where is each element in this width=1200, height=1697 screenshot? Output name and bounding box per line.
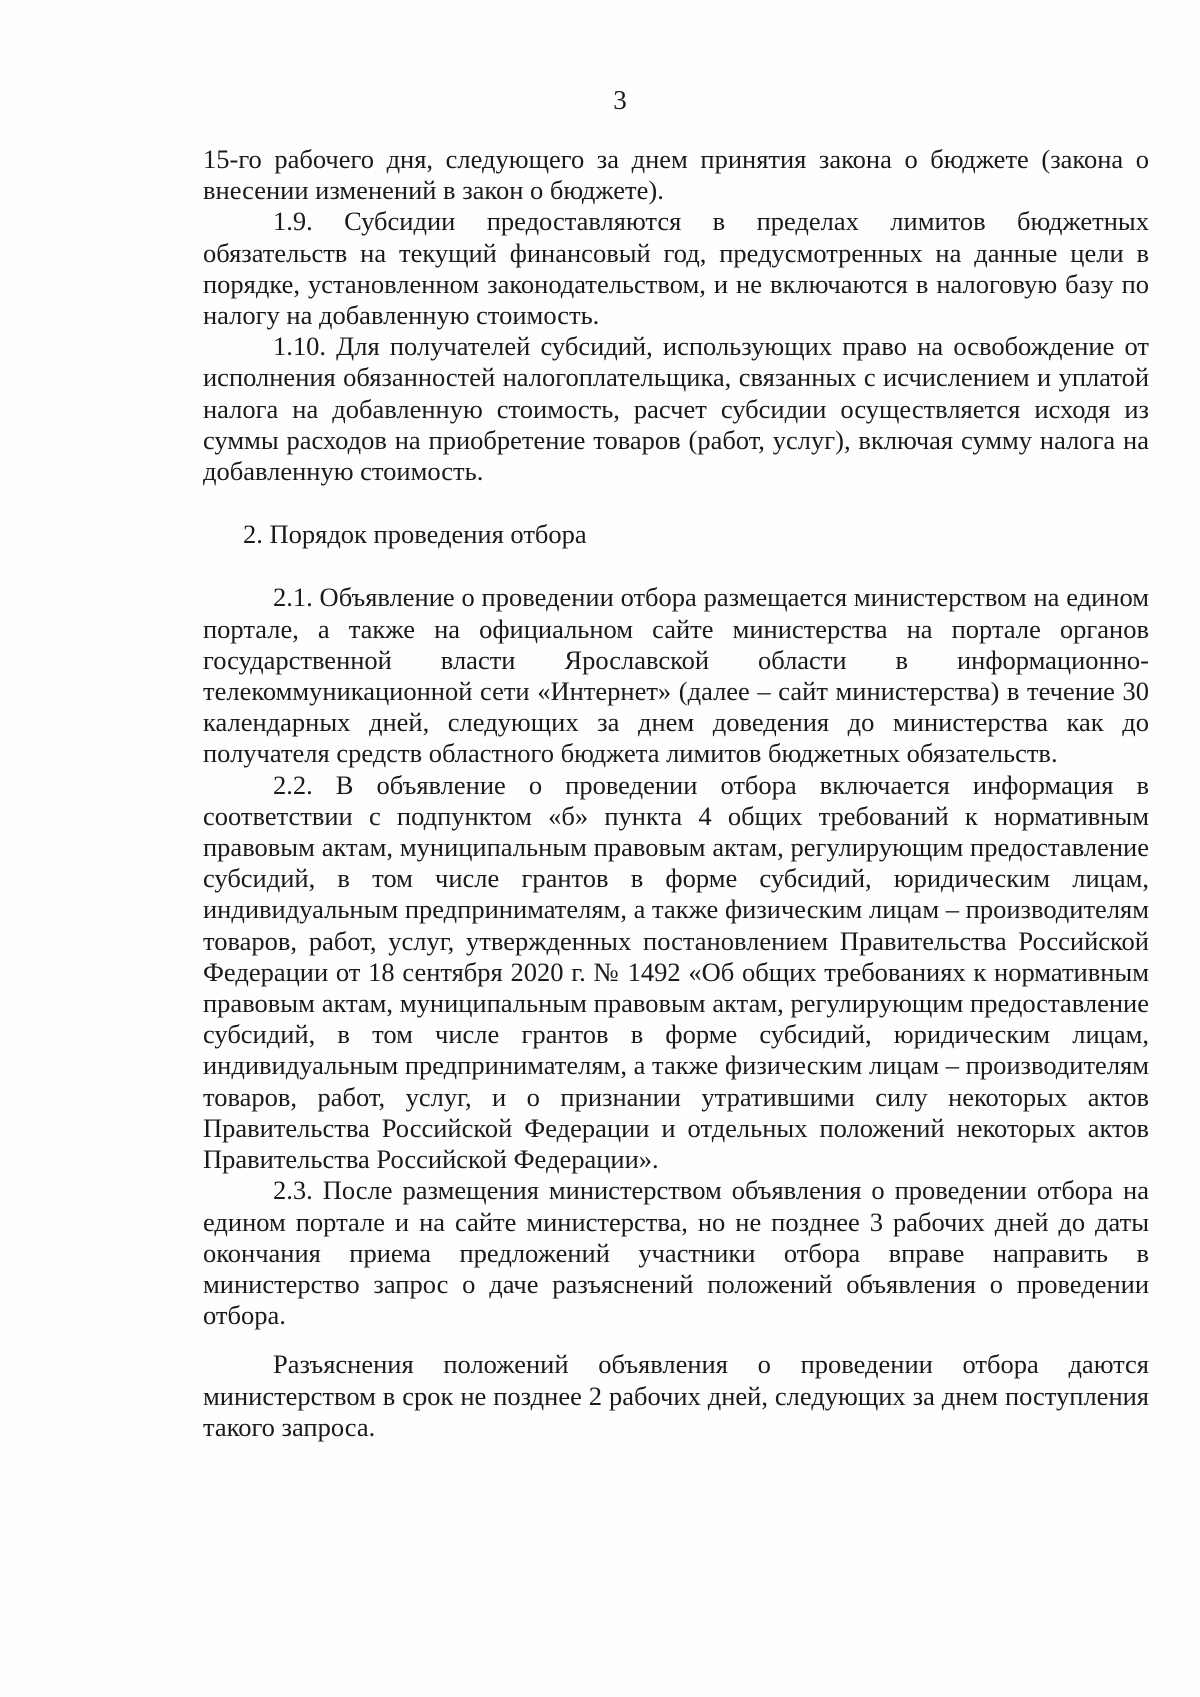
section-2-heading: 2. Порядок проведения отбора <box>243 519 587 550</box>
paragraph-1-10: 1.10. Для получателей субсидий, использующих право на освобождение от исполнения обязанностей налогоплательщика, связанных с исчислением и уплатой налога на добавленную стоимость, расчет субсидии осуществляется исходя из суммы расходов на приобретение товаров (работ, услуг), включая сумму налога на добавленную стоимость. <box>203 331 1149 487</box>
paragraph-2-2: 2.2. В объявление о проведении отбора включается информация в соответствии с подпунктом «б» пункта 4 общих требований к нормативным правовым актам, муниципальным правовым актам, регулирующим предоставление субсидий, в том числе грантов в форме субсидий, юридическим лицам, индивидуальным предпринимателям, а также физическим лицам – производителям товаров, работ, услуг, утвержденных постановлением Правительства Российской Федерации от 18 сентября 2020 г. № 1492 «Об общих требованиях к нормативным правовым актам, муниципальным правовым актам, регулирующим предоставление субсидий, в том числе грантов в форме субсидий, юридическим лицам, индивидуальным предпринимателям, а также физическим лицам – производителям товаров, работ, услуг, и о признании утратившими силу некоторых актов Правительства Российской Федерации и отдельных положений некоторых актов Правительства Российской Федерации». <box>203 769 1149 1175</box>
paragraph-2-3: 2.3. После размещения министерством объявления о проведении отбора на едином портале и на сайте министерства, но не позднее 3 рабочих дней до даты окончания приема предложений участники отбора вправе направить в министерство запрос о даче разъяснений положений объявления о проведении отбора. <box>203 1175 1149 1331</box>
paragraph-1-9: 1.9. Субсидии предоставляются в пределах лимитов бюджетных обязательств на текущий финансовый год, предусмотренных на данные цели в порядке, установленном законодательством, и не включаются в налоговую базу по налогу на добавленную стоимость. <box>203 206 1149 331</box>
document-body <box>203 144 1149 1443</box>
paragraph-continuation: 15-го рабочего дня, следующего за днем принятия закона о бюджете (закона о внесении изменений в закон о бюджете). <box>203 144 1149 206</box>
paragraph-2-3-clarifications: Разъяснения положений объявления о проведении отбора даются министерством в срок не позднее 2 рабочих дней, следующих за днем поступления такого запроса. <box>203 1349 1149 1442</box>
paragraph-2-1: 2.1. Объявление о проведении отбора размещается министерством на едином портале, а также на официальном сайте министерства на портале органов государственной власти Ярославской области в информационно-телекоммуникационной сети «Интернет» (далее – сайт министерства) в течение 30 календарных дней, следующих за днем доведения до министерства как до получателя средств областного бюджета лимитов бюджетных обязательств. <box>203 582 1149 769</box>
page-number: 3 <box>613 85 627 115</box>
paragraph-gap <box>203 1331 1149 1349</box>
